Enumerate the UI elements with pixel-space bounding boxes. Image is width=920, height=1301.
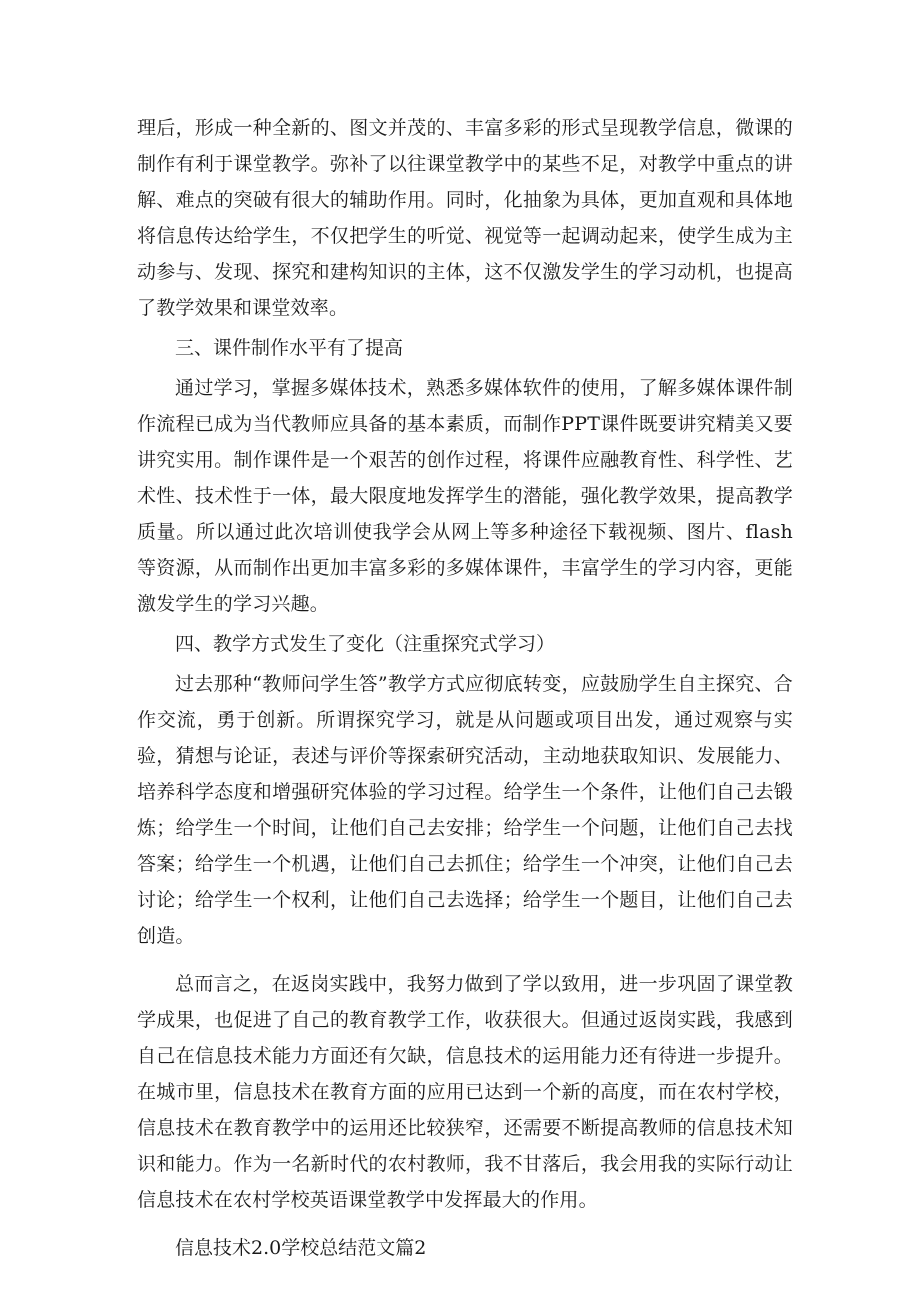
paragraph-summary: 总而言之，在返岗实践中，我努力做到了学以致用，进一步巩固了课堂教学成果，也促进了自己的教育教学工作，收获很大。但通过返岗实践，我感到自己在信息技术能力方面还有欠缺，信息技术的运用能力还有待进一步提升。在城市里，信息技术在教育方面的应用已达到一个新的高度，而在农村学校，信息技术在教育教学中的运用还比较狭窄，还需要不断提高教师的信息技术知识和能力。作为一名新时代的农村教师，我不甘落后，我会用我的实际行动让信息技术在农村学校英语课堂教学中发挥最大的作用。: [137, 973, 793, 1211]
section-heading-4: 四、教学方式发生了变化（注重探究式学习）: [175, 633, 556, 655]
section-heading-3: 三、课件制作水平有了提高: [175, 337, 404, 359]
paragraph-spacer: [137, 958, 793, 966]
paragraph-inquiry-learning: 过去那种“教师问学生答”教学方式应彻底转变，应鼓励学生自主探究、合作交流，勇于创新。所谓探究学习，就是从问题或项目出发，通过观察与实验，猜想与论证，表述与评价等探索研究活动，主动地获取知识、发展能力、培养科学态度和增强研究体验的学习过程。给学生一个条件，让他们自己去锻炼；给学生一个时间，让他们自己去安排；给学生一个问题，让他们自己去找答案；给学生一个机遇，让他们自己去抓住；给学生一个冲突，让他们自己去讨论；给学生一个权利，让他们自己去选择；给学生一个题目，让他们自己去创造。: [137, 673, 793, 947]
paragraph-spacer: [137, 1222, 793, 1230]
paragraph-courseware: 通过学习，掌握多媒体技术，熟悉多媒体软件的使用，了解多媒体课件制作流程已成为当代教师应具备的基本素质，而制作PPT课件既要讲究精美又要讲究实用。制作课件是一个艰苦的创作过程，将课件应融教育性、科学性、艺术性、技术性于一体，最大限度地发挥学生的潜能，强化教学效果，提高教学质量。所以通过此次培训使我学会从网上等多种途径下载视频、图片、flash等资源，从而制作出更加丰富多彩的多媒体课件，丰富学生的学习内容，更能激发学生的学习兴趣。: [137, 377, 793, 615]
article-title-next: 信息技术2.0学校总结范文篇2: [175, 1237, 427, 1259]
paragraph-intro: 理后，形成一种全新的、图文并茂的、丰富多彩的形式呈现教学信息，微课的制作有利于课堂教学。弥补了以往课堂教学中的某些不足，对教学中重点的讲解、难点的突破有很大的辅助作用。同时，化抽象为具体，更加直观和具体地将信息传达给学生，不仅把学生的听觉、视觉等一起调动起来，使学生成为主动参与、发现、探究和建构知识的主体，这不仅激发学生的学习动机，也提高了教学效果和课堂效率。: [137, 117, 793, 319]
document-body: [137, 110, 793, 1270]
